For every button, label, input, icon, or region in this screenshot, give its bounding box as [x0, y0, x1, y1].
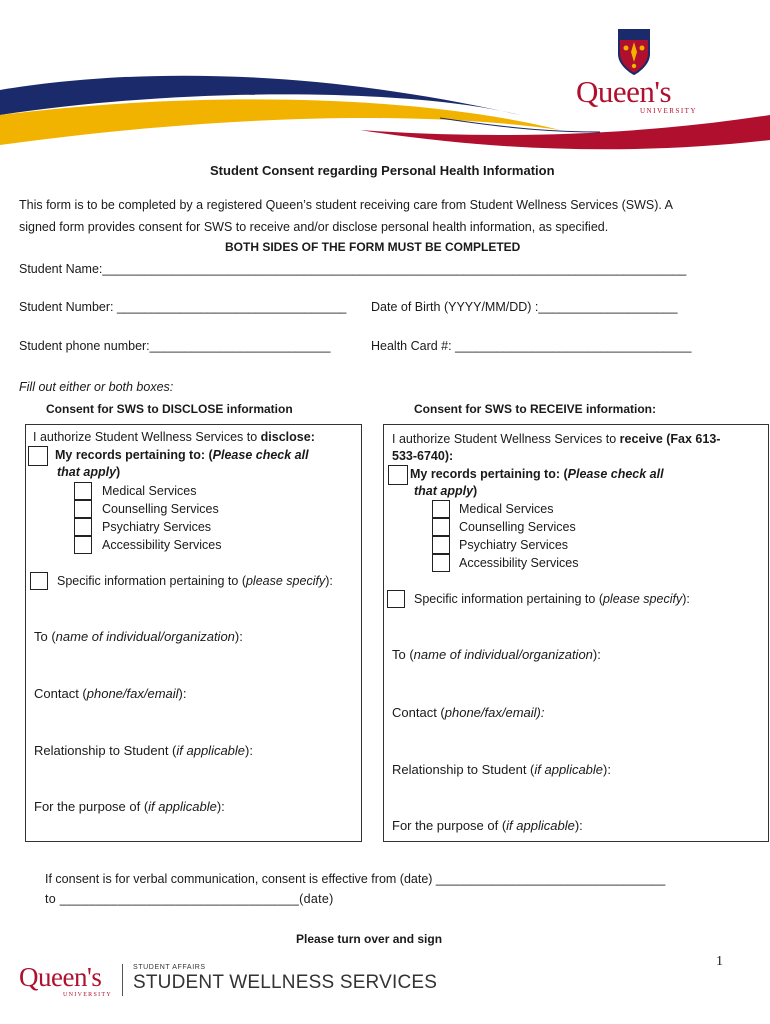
student-phone-field[interactable]: Student phone number:__________________________: [19, 339, 331, 353]
health-card-field[interactable]: Health Card #: __________________________________: [371, 339, 692, 353]
receive-counselling-label: Counselling Services: [459, 520, 576, 534]
disclose-contact-close: ):: [178, 686, 187, 701]
receive-records-text-cont: [414, 484, 477, 498]
receive-records-text: [410, 467, 664, 481]
disclose-to-label: To (: [34, 629, 56, 644]
receive-contact-label: Contact (: [392, 705, 445, 720]
receive-relationship-label: Relationship to Student (: [392, 762, 535, 777]
footer-student-affairs: STUDENT AFFAIRS: [133, 964, 206, 971]
disclose-to-field[interactable]: [34, 629, 243, 644]
receive-authorize-bold: receive (Fax 613-: [619, 432, 721, 446]
receive-counselling-checkbox[interactable]: [432, 518, 450, 536]
disclose-psychiatry-label: Psychiatry Services: [102, 520, 212, 534]
receive-specific-checkbox[interactable]: [387, 590, 405, 608]
disclose-relationship-label: Relationship to Student (: [34, 743, 177, 758]
footer-divider: [122, 964, 123, 996]
receive-contact-hint: phone/fax/email):: [444, 705, 545, 720]
disclose-specific-checkbox[interactable]: [30, 572, 48, 590]
intro-text-line2: signed form provides consent for SWS to receive and/or disclose personal health information, as specified.: [19, 220, 609, 234]
disclose-contact-field[interactable]: [34, 686, 186, 701]
disclose-relationship-hint: if applicable: [176, 743, 246, 758]
fill-out-instruction: Fill out either or both boxes:: [19, 380, 174, 394]
disclose-accessibility-label: Accessibility Services: [102, 538, 222, 552]
receive-psychiatry-checkbox[interactable]: [432, 536, 450, 554]
footer-queens-wordmark: Queen's: [19, 962, 102, 992]
disclose-specific-text: [57, 574, 333, 588]
disclose-contact-hint: phone/fax/email: [86, 686, 179, 701]
receive-heading: Consent for SWS to RECEIVE information:: [414, 402, 656, 416]
receive-accessibility-checkbox[interactable]: [432, 554, 450, 572]
verbal-consent-from-field[interactable]: If consent is for verbal communication, consent is effective from (date) _________________________________: [45, 872, 666, 886]
receive-records-close: ): [473, 484, 478, 498]
receive-medical-checkbox[interactable]: [432, 500, 450, 518]
disclose-medical-checkbox[interactable]: [74, 482, 92, 500]
receive-specific-label: Specific information pertaining to (: [414, 592, 603, 606]
footer-university-wordmark: UNIVERSITY: [63, 992, 112, 998]
disclose-relationship-field[interactable]: [34, 743, 253, 758]
university-wordmark: UNIVERSITY: [640, 107, 697, 115]
intro-text-line1: This form is to be completed by a registered Queen’s student receiving care from Student Wellness Services (SWS). A: [19, 198, 673, 212]
disclose-purpose-field[interactable]: [34, 799, 225, 814]
receive-purpose-label: For the purpose of (: [392, 818, 507, 833]
receive-contact-field[interactable]: [392, 705, 544, 720]
receive-relationship-hint: if applicable: [534, 762, 604, 777]
disclose-to-hint: name of individual/organization: [55, 629, 235, 644]
disclose-counselling-checkbox[interactable]: [74, 500, 92, 518]
receive-specific-text: [414, 592, 690, 606]
receive-to-hint: name of individual/organization: [413, 647, 593, 662]
receive-specific-hint: please specify: [602, 592, 683, 606]
receive-to-label: To (: [392, 647, 414, 662]
both-sides-notice: BOTH SIDES OF THE FORM MUST BE COMPLETED: [225, 240, 521, 254]
disclose-specific-label: Specific information pertaining to (: [57, 574, 246, 588]
disclose-records-check-all: Please check all: [212, 448, 309, 462]
disclose-psychiatry-checkbox[interactable]: [74, 518, 92, 536]
disclose-to-close: ):: [234, 629, 243, 644]
disclose-purpose-close: ):: [216, 799, 225, 814]
receive-purpose-field[interactable]: [392, 818, 583, 833]
receive-records-that-apply: that apply: [414, 484, 474, 498]
receive-purpose-close: ):: [574, 818, 583, 833]
receive-relationship-close: ):: [603, 762, 611, 777]
disclose-medical-label: Medical Services: [102, 484, 197, 498]
receive-records-check-all: Please check all: [567, 467, 664, 481]
disclose-authorize-text: [33, 430, 315, 444]
disclose-records-checkbox[interactable]: [28, 446, 48, 466]
disclose-specific-hint: please specify: [245, 574, 326, 588]
disclose-purpose-hint: if applicable: [148, 799, 217, 814]
student-name-field[interactable]: Student Name:____________________________________________________________________________________: [19, 262, 687, 276]
receive-to-field[interactable]: [392, 647, 601, 662]
disclose-counselling-label: Counselling Services: [102, 502, 219, 516]
disclose-contact-label: Contact (: [34, 686, 87, 701]
verbal-consent-to-field[interactable]: to _________________________________(date): [45, 892, 334, 906]
receive-authorize-text: [392, 432, 720, 446]
receive-authorize-label: I authorize Student Wellness Services to: [392, 432, 620, 446]
disclose-accessibility-checkbox[interactable]: [74, 536, 92, 554]
disclose-specific-close: ):: [325, 574, 333, 588]
receive-purpose-hint: if applicable: [506, 818, 575, 833]
disclose-records-text: [55, 448, 309, 462]
receive-records-label: My records pertaining to: (: [410, 467, 568, 481]
form-title: Student Consent regarding Personal Health Information: [210, 163, 555, 178]
disclose-records-that-apply: that apply: [57, 465, 117, 479]
receive-to-close: ):: [592, 647, 601, 662]
disclose-authorize-bold: disclose:: [260, 430, 315, 444]
disclose-relationship-close: ):: [245, 743, 253, 758]
turn-over-notice: Please turn over and sign: [296, 932, 443, 946]
receive-specific-close: ):: [682, 592, 690, 606]
disclose-heading: Consent for SWS to DISCLOSE information: [46, 402, 293, 416]
student-number-field[interactable]: Student Number: _________________________________: [19, 300, 347, 314]
date-of-birth-field[interactable]: Date of Birth (YYYY/MM/DD) :____________________: [371, 300, 678, 314]
page-number: 1: [716, 954, 723, 969]
disclose-authorize-label: I authorize Student Wellness Services to: [33, 430, 261, 444]
disclose-records-label: My records pertaining to: (: [55, 448, 213, 462]
receive-fax-number: 533-6740):: [392, 449, 454, 463]
receive-accessibility-label: Accessibility Services: [459, 556, 579, 570]
disclose-purpose-label: For the purpose of (: [34, 799, 149, 814]
queens-crest-logo: [617, 28, 651, 76]
queens-wordmark: Queen's: [576, 74, 672, 109]
receive-psychiatry-label: Psychiatry Services: [459, 538, 569, 552]
receive-medical-label: Medical Services: [459, 502, 554, 516]
footer-student-wellness-services: STUDENT WELLNESS SERVICES: [133, 972, 438, 993]
disclose-records-close: ): [116, 465, 121, 479]
receive-records-checkbox[interactable]: [388, 465, 408, 485]
receive-relationship-field[interactable]: [392, 762, 611, 777]
disclose-records-text-cont: [57, 465, 120, 479]
